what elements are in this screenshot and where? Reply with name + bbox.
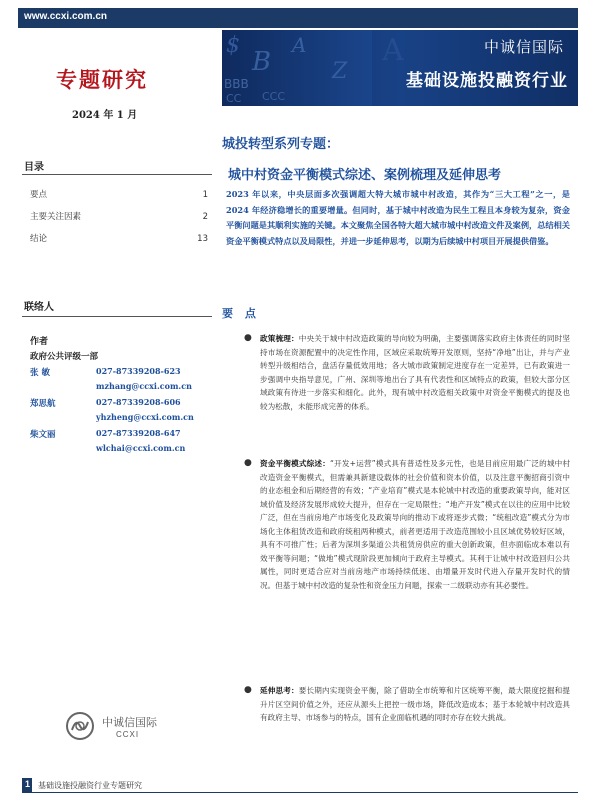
bullet-icon: ● [244, 685, 252, 695]
svg-text:A: A [382, 33, 404, 68]
svg-text:CC: CC [226, 92, 242, 105]
brand-name: 中诚信国际 [483, 38, 564, 56]
svg-text:$: $ [226, 33, 240, 58]
footer-divider [22, 792, 578, 793]
key-point-lead: 资金平衡模式综述： [260, 459, 330, 468]
key-point-paragraph [260, 332, 570, 413]
contact-phone: 027-87339208-647 [96, 428, 181, 438]
toc-item-label: 结论 [30, 234, 48, 244]
series-title: 城投转型系列专题： [222, 137, 340, 152]
key-point-paragraph [260, 457, 570, 592]
toc-item-label: 主要关注因素 [30, 212, 82, 222]
contact-email[interactable]: mzhang@ccxi.com.cn [96, 381, 192, 391]
contact-name: 张 敏 [30, 368, 50, 378]
company-logo [64, 708, 194, 750]
table-of-contents [30, 188, 208, 254]
toc-item[interactable] [30, 232, 208, 254]
logo-mark-icon [64, 710, 96, 742]
bullet-icon: ● [244, 458, 252, 468]
document-title: 城中村资金平衡模式综述、案例梳理及延伸思考 [228, 168, 502, 183]
contact-name: 柴文丽 [30, 430, 56, 440]
toc-item[interactable] [30, 210, 208, 232]
logo-text-en: CCXI [116, 730, 140, 739]
department: 政府公共评级一部 [30, 352, 99, 362]
toc-item-page: 2 [202, 212, 208, 222]
industry-title: 基础设施投融资行业 [406, 71, 568, 91]
site-url[interactable]: www.ccxi.com.cn [24, 11, 107, 22]
toc-divider [22, 174, 212, 175]
logo-text-cn: 中诚信国际 [102, 716, 157, 729]
contact-phone: 027-87339208-623 [96, 366, 181, 376]
toc-label: 目录 [24, 162, 44, 173]
svg-text:A: A [292, 33, 307, 57]
key-points-heading: 要 点 [222, 307, 260, 320]
toc-item[interactable] [30, 188, 208, 210]
top-bar [18, 8, 578, 28]
contact-phone: 027-87339208-606 [96, 397, 181, 407]
author-label: 作者 [30, 337, 49, 347]
svg-text:Z: Z [332, 59, 348, 84]
header-banner [222, 30, 578, 106]
contact-email[interactable]: yhzheng@ccxi.com.cn [96, 412, 194, 422]
key-point-paragraph [260, 684, 570, 725]
bullet-icon: ● [244, 333, 252, 343]
svg-text:BBB: BBB [224, 77, 249, 91]
summary-paragraph: 2023 年以来，中央层面多次强调超大特大城市城中村改造，其作为“三大工程”之一，是 2024 年经济稳增长的重要增量。但同时，基于城中村改造为民生工程且本身较为复杂，资金平衡问题是其顺利实施的关键。本文聚焦全国各特大超大城市城中村改造文件及案例，总结相关资金平衡模式特点以及局限性，并进一步延伸思考，以期为后续城中村项目开展提供借鉴。 [226, 189, 570, 246]
key-point-lead: 政策梳理： [260, 334, 299, 343]
contacts-label: 联络人 [24, 302, 54, 313]
toc-item-page: 1 [202, 190, 208, 200]
footer-text: 基础设施投融资行业专题研究 [38, 781, 142, 790]
report-date: 2024 年 1 月 [72, 110, 138, 121]
toc-item-label: 要点 [30, 190, 48, 200]
footer-page-number: 1 [25, 779, 31, 789]
key-point-text: 要长期内实现资金平衡，除了借助全市统筹和片区统筹平衡，最大限度挖掘和提升片区空间价值之外，还应从源头上把控一级市场，降低改造成本；基于本轮城中村改造具有政府主导、市场参与的特点，国有企业面临机遇的同时亦存在较大挑战。 [260, 686, 571, 722]
key-point-text: 中央关于城中村改造政策的导向较为明确，主要强调落实政府主体责任的同时坚持市场在资源配置中的决定性作用，区域应采取统筹开发原则，坚持“净地”出让，并与产业转型升级相结合，盘活存量低效用地；各大城市政策制定进度存在一定差异，已有政策进一步强调中央指导意见，广州、深圳等地出台了具有代表性和区域特点的政策，但较大部分区域政策有待进一步落实和细化。此外，现有城中村改造相关政策中对资金平衡模式的提及也较为松散，未能形成完善的体系。 [260, 334, 571, 411]
svg-text:B: B [252, 47, 272, 77]
contact-name: 郑思航 [30, 399, 56, 409]
toc-item-page: 13 [197, 234, 208, 244]
key-point-text: “开发+运营”模式具有普适性及多元性，也是目前应用最广泛的城中村改造资金平衡模式，但需兼具新建设载体的社会价值和资本价值，以及注意平衡招商引资中的业态租金和后期经营的有效；“产业培育”模式是本轮城中村改造的重要政策导向，能对区域价值及经济发展形成较大提升，但存在一定局限性；“地产开发”模式在以往的应用中比较广泛，但在当前房地产市场变化及政策导向的推动下或将逐步式微；“统租改造”模式分为市场化主体租赁改造和政府统租两种模式，前者更适用于改造范围较小且区域优势较好区域，具有不可推广性；后者为深圳多渠道公共租赁房供应的重大创新政策，但亦面临成本难以有效平衡等问题；“做地”模式现阶段更加倾向于政府主导模式。其利于让城中村改造回归公共属性，同时更适合应对当前房地产市场持续低迷、由增量开发时代进入存量开发时代的情况。但基于城中村改造的复杂性和资金压力问题，探索一二级联动亦有其必要性。 [260, 459, 570, 590]
contacts-divider [22, 316, 212, 317]
key-point-lead: 延伸思考： [260, 686, 299, 695]
contact-email[interactable]: wlchai@ccxi.com.cn [96, 443, 186, 453]
report-type: 专题研究 [56, 67, 148, 92]
svg-text:CCC: CCC [262, 90, 286, 103]
